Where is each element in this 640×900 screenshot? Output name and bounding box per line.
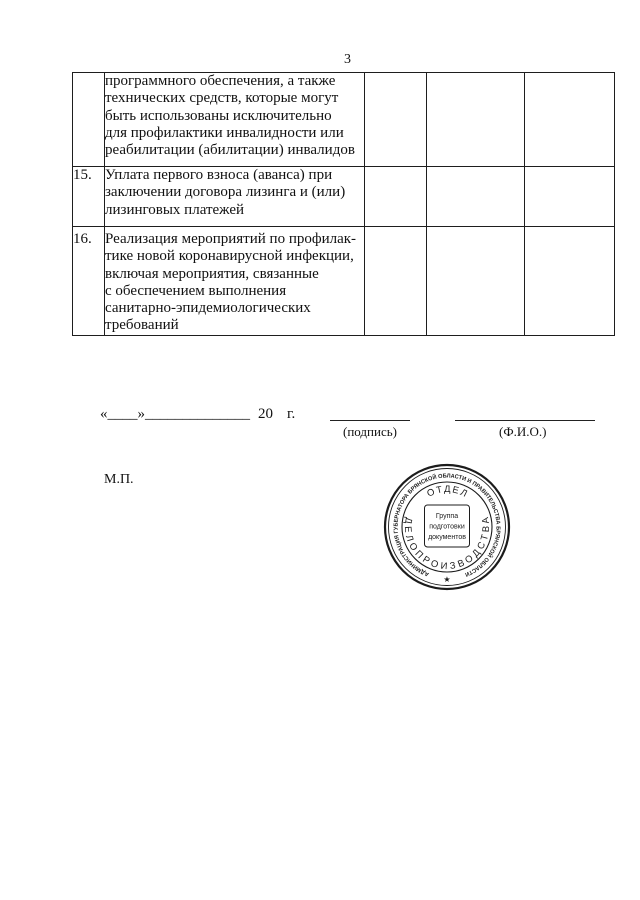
page-number: 3 — [344, 52, 351, 67]
year-prefix: 20 — [258, 406, 273, 422]
empty-cell — [525, 227, 615, 336]
empty-cell — [427, 167, 525, 227]
seal-center-line: Группа — [435, 513, 459, 520]
expenses-table — [72, 72, 615, 336]
official-seal — [380, 460, 514, 594]
description-line: программного обеспечения, а также — [105, 73, 336, 89]
description-line: технических средств, которые могут — [105, 90, 339, 107]
description-line: быть использованы исключительно — [105, 107, 332, 124]
row-number: 15. — [73, 167, 105, 227]
empty-cell — [525, 73, 615, 167]
signature-line — [330, 420, 410, 421]
full-name-caption: (Ф.И.О.) — [499, 424, 547, 439]
seal-center-line: подготовки — [429, 523, 465, 531]
full-name-line — [455, 420, 595, 421]
row-number — [73, 73, 105, 167]
empty-cell — [427, 227, 525, 336]
table-row — [73, 227, 615, 336]
year-suffix: г. — [287, 406, 296, 422]
description-line: заключении договора лизинга и (или) — [105, 184, 346, 201]
table-row — [73, 167, 615, 227]
description-line: тике новой коронавирусной инфекции, — [105, 248, 354, 265]
seal-star: ★ — [443, 575, 451, 584]
table-row — [73, 73, 615, 167]
description-line: требований — [105, 317, 179, 334]
empty-cell — [427, 73, 525, 167]
description-line: лизинговых платежей — [105, 201, 245, 218]
empty-cell — [525, 167, 615, 227]
description-line: с обеспечением выполнения — [105, 282, 287, 299]
date-blank: «____»______________ — [100, 406, 250, 422]
row-description — [105, 227, 365, 336]
description-line: Уплата первого взноса (аванса) при — [105, 167, 333, 183]
description-line: Реализация мероприятий по профилак- — [105, 231, 357, 247]
seal-top-text-path: ОТДЕЛ — [425, 483, 469, 500]
seal-top-text — [425, 484, 468, 500]
signature-caption: (подпись) — [343, 424, 397, 439]
description-line: включая мероприятия, связанные — [105, 265, 319, 282]
stamp-place-label: М.П. — [104, 472, 134, 487]
description-line: санитарно-эпидемиологических — [105, 300, 311, 317]
empty-cell — [365, 73, 427, 167]
empty-cell — [365, 167, 427, 227]
seal-bottom-text-path: ДЕЛОПРОИЗВОДСТВА — [401, 516, 493, 573]
description-line: реабилитации (абилитации) инвалидов — [105, 142, 355, 159]
row-number: 16. — [73, 227, 105, 336]
seal-center-line: документов — [428, 534, 466, 541]
description-line: для профилактики инвалидности или — [105, 124, 344, 141]
empty-cell — [365, 227, 427, 336]
row-description — [105, 73, 365, 167]
seal-outer-text-path: АДМИНИСТРАЦИЯ ГУБЕРНАТОРА БРЯНСКОЙ ОБЛАСТИ И ПРАВИТЕЛЬСТВА БРЯНСКОЙ ОБЛАСТИ — [393, 473, 501, 578]
row-description — [105, 167, 365, 227]
